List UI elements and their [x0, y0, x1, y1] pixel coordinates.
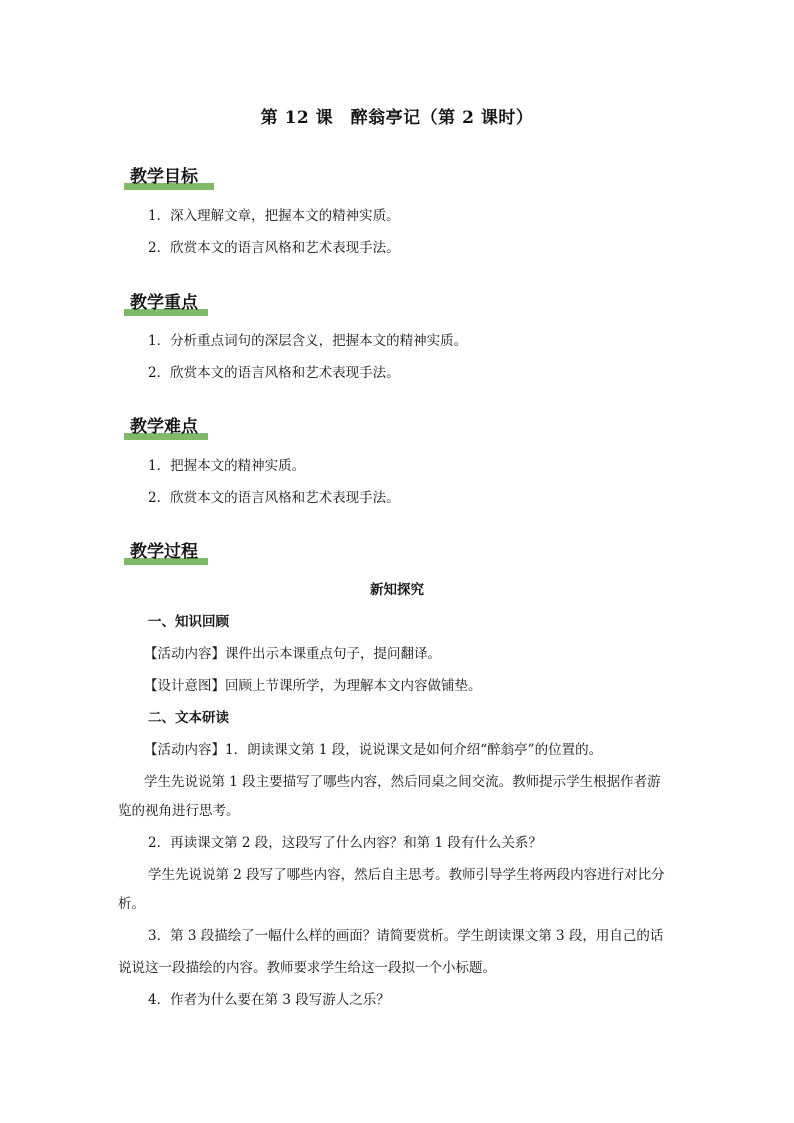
heading-text: 教学难点 — [130, 417, 198, 437]
difficulty-item-1: 1．把握本文的精神实质。 — [148, 458, 306, 474]
question-4: 4．作者为什么要在第 3 段写游人之乐？ — [148, 992, 390, 1008]
goal-item-1: 1．深入理解文章，把握本文的精神实质。 — [148, 208, 400, 224]
part1-activity: 【活动内容】课件出示本课重点句子，提问翻译。 — [144, 646, 441, 662]
key-point-item-1: 1．分析重点词句的深层含义，把握本文的精神实质。 — [148, 333, 468, 349]
key-point-item-2: 2．欣赏本文的语言风格和艺术表现手法。 — [148, 365, 400, 381]
part1-title: 一、知识回顾 — [148, 614, 229, 630]
section-heading-difficulties — [124, 412, 198, 437]
question-3-line-2: 说说这一段描绘的内容。教师要求学生给这一段拟一个小标题。 — [118, 960, 496, 976]
heading-text: 教学目标 — [130, 167, 198, 187]
question-2: 2．再读课文第 2 段，这段写了什么内容？和第 1 段有什么关系？ — [148, 835, 542, 851]
section-heading-process — [124, 537, 198, 562]
question-1: 【活动内容】1．朗读课文第 1 段，说说课文是如何介绍“醉翁亭”的位置的。 — [144, 742, 603, 758]
section-heading-goals — [124, 162, 198, 187]
question-2-desc-line-1: 学生先说说第 2 段写了哪些内容，然后自主思考。教师引导学生将两段内容进行对比分 — [148, 867, 665, 883]
question-3-line-1: 3．第 3 段描绘了一幅什么样的画面？请简要赏析。学生朗读课文第 3 段，用自己的话 — [148, 928, 664, 944]
page-title: 第 12 课 醉翁亭记（第 2 课时） — [260, 108, 534, 128]
heading-text: 教学重点 — [130, 293, 198, 313]
part2-title: 二、文本研读 — [148, 710, 229, 726]
part1-design: 【设计意图】回顾上节课所学，为理解本文内容做铺垫。 — [144, 678, 482, 694]
question-2-desc-line-2: 析。 — [118, 896, 145, 912]
question-1-desc-line-1: 学生先说说第 1 段主要描写了哪些内容，然后同桌之间交流。教师提示学生根据作者游 — [144, 774, 661, 790]
difficulty-item-2: 2．欣赏本文的语言风格和艺术表现手法。 — [148, 490, 400, 506]
section-heading-key-points — [124, 288, 198, 313]
heading-text: 教学过程 — [130, 542, 198, 562]
process-subtitle: 新知探究 — [370, 582, 424, 598]
question-1-desc-line-2: 览的视角进行思考。 — [118, 803, 240, 819]
goal-item-2: 2．欣赏本文的语言风格和艺术表现手法。 — [148, 240, 400, 256]
